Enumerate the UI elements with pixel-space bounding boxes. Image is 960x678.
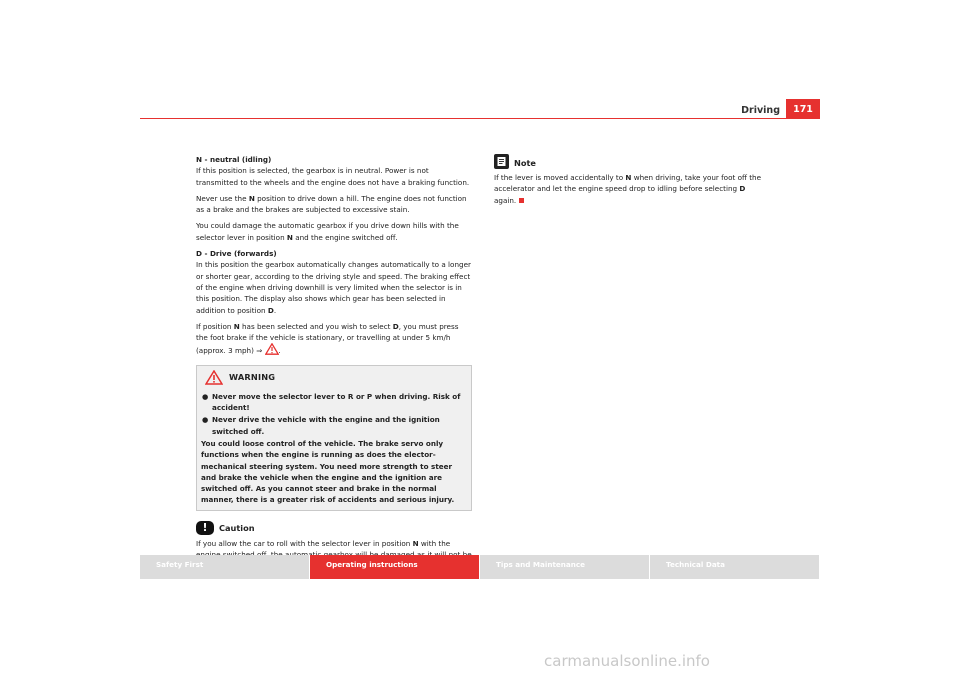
warning-continuation: You could loose control of the vehicle. The brake servo only functions when the engine is running as does the elector-mechanical steering system. You need more strength to steer and brake the vehicle when the engine and the ignition are switched off. As you cannot steer and brake in the normal manner, there is a greater risk of accidents and serious injury. — [201, 438, 455, 505]
warning-label: WARNING — [229, 371, 276, 382]
caution-text: If you allow the car to roll with the selector lever in position N with the — [196, 538, 451, 548]
exclamation-icon: ! — [196, 521, 214, 535]
tab-operating-instructions[interactable]: Operating instructions — [310, 555, 480, 579]
page-number: 171 — [786, 99, 820, 119]
drive-paragraph-1: In this position the gearbox automatically changes automatically to a longer or shorter gear, according to the driving style and speed. The braking effect of the engine when driving downhill is very limited when the selector is in this position. The display also shows which gear has been selected in addition to position D. — [196, 260, 471, 315]
note-text: If the lever is moved accidentally to N when driving, take your foot off the accelerator and let the engine speed drop to idling before selecting D again. — [494, 173, 761, 205]
tab-safety-first[interactable]: Safety First — [140, 555, 310, 579]
header-rule — [140, 118, 820, 119]
right-column — [494, 157, 764, 211]
warning-reference-icon[interactable] — [265, 343, 279, 355]
neutral-paragraph-2: Never use the N position to drive down a hill. The engine does not function as a brake and the brakes are subjected to excessive stain. — [196, 193, 467, 215]
warning-list — [201, 391, 467, 437]
warning-item: ● Never move the selector lever to R or P when driving. Risk of accident! — [202, 391, 461, 413]
drive-paragraph-2: If position N has been selected and you wish to select D, you must press the foot brake if the vehicle is stationary, or travelling at under 5 km/h (approx. 3 mph) ⇒ . — [196, 321, 459, 356]
tab-technical-data[interactable]: Technical Data — [650, 555, 820, 579]
footer-nav — [140, 555, 820, 579]
warning-header — [201, 370, 467, 385]
neutral-heading: N - neutral (idling) — [196, 155, 272, 164]
reference-arrow: ⇒ — [256, 346, 263, 356]
tab-tips-and-maintenance[interactable]: Tips and Maintenance — [480, 555, 650, 579]
neutral-paragraph-3: You could damage the automatic gearbox if you drive down hills with the selector lever in position N and the engine switched off. — [196, 221, 459, 242]
warning-item: ● Never drive the vehicle with the engine and the ignition switched off. — [202, 415, 440, 436]
caution-header — [196, 521, 472, 535]
left-column — [196, 154, 472, 577]
warning-triangle-icon — [205, 370, 223, 385]
caution-label: Caution — [219, 523, 255, 534]
note-icon — [494, 154, 509, 169]
watermark: carmanualsonline.info — [544, 652, 710, 670]
end-marker — [519, 198, 524, 203]
drive-heading: D - Drive (forwards) — [196, 249, 277, 259]
neutral-paragraph-1: If this position is selected, the gearbox is in neutral. Power is not transmitted to the wheels and the engine does not have a braking function. — [196, 166, 470, 187]
note-header — [494, 154, 764, 169]
warning-box — [196, 365, 472, 511]
note-label: Note — [514, 157, 536, 168]
section-title: Driving — [741, 105, 780, 116]
